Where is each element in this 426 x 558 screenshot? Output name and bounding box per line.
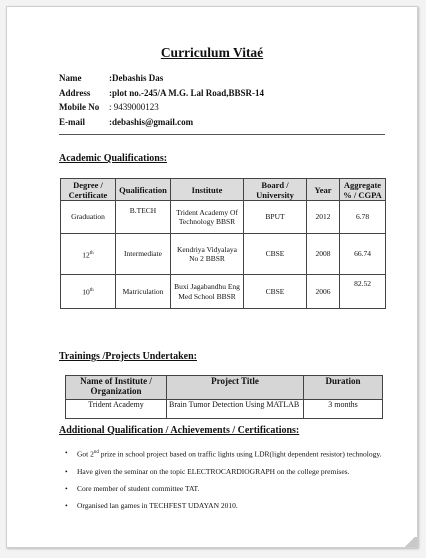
board-cell: CBSE bbox=[244, 275, 307, 309]
mobile-label: Mobile No bbox=[59, 102, 100, 112]
email-label: E-mail bbox=[59, 116, 85, 127]
list-item bbox=[65, 447, 395, 461]
qualification-cell: Intermediate bbox=[116, 234, 171, 275]
degree-suffix: th bbox=[89, 288, 94, 293]
bullet-icon: • bbox=[65, 500, 68, 510]
list-item-text: Core member of student committee TAT. bbox=[77, 483, 200, 493]
board-cell: BPUT bbox=[244, 201, 307, 234]
list-item-text: Organised lan games in TECHFEST UDAYAN 2010. bbox=[77, 500, 238, 510]
column-header: Name of Institute / Organization bbox=[66, 376, 167, 400]
degree-number: 10 bbox=[82, 287, 90, 297]
email-value: :debashis@gmail.com bbox=[109, 116, 194, 127]
address-label: Address bbox=[59, 87, 91, 98]
year-cell: 2006 bbox=[307, 275, 340, 309]
degree-suffix: th bbox=[89, 250, 94, 256]
list-item bbox=[65, 483, 395, 495]
column-header: Board / University bbox=[244, 179, 307, 201]
table-header-row bbox=[61, 179, 386, 201]
column-header: Aggregate % / CGPA bbox=[340, 179, 386, 201]
institute-cell: Trident Academy Of Technology BBSR bbox=[171, 201, 244, 234]
year-cell: 2008 bbox=[307, 234, 340, 275]
bullet-icon: • bbox=[65, 466, 68, 476]
institute-cell: Trident Academy bbox=[66, 400, 167, 419]
address-value: :plot no.-245/A M.G. Lal Road,BBSR-14 bbox=[109, 87, 265, 98]
table-row bbox=[61, 234, 386, 275]
institute-cell: Buxi Jagabandhu Eng Med School BBSR bbox=[171, 275, 244, 309]
project-cell: Brain Tumor Detection Using MATLAB bbox=[167, 400, 304, 419]
column-header: Duration bbox=[304, 376, 383, 400]
mobile-value: : 9439000123 bbox=[109, 102, 159, 112]
degree-number: 12 bbox=[82, 250, 90, 259]
mobile-row bbox=[59, 102, 264, 117]
degree-cell bbox=[61, 234, 116, 275]
aggregate-cell: 66.74 bbox=[340, 234, 386, 275]
page-title: Curriculum Vitaé bbox=[160, 45, 264, 60]
resume-page bbox=[6, 6, 418, 548]
text-superscript: nd bbox=[93, 450, 99, 455]
board-cell: CBSE bbox=[244, 234, 307, 275]
table-row bbox=[61, 201, 386, 234]
name-label: Name bbox=[59, 73, 82, 83]
degree-cell: Graduation bbox=[61, 201, 116, 234]
name-value: :Debashis Das bbox=[109, 73, 164, 83]
list-item-text bbox=[77, 447, 382, 461]
additional-heading: Additional Qualification / Achievements / Certifications: bbox=[59, 425, 300, 436]
personal-info bbox=[59, 73, 264, 131]
academic-heading: Academic Qualifications: bbox=[59, 153, 168, 164]
table-row bbox=[66, 400, 383, 419]
qualification-cell: Matriculation bbox=[116, 275, 171, 309]
divider bbox=[59, 134, 385, 135]
institute-cell: Kendriya Vidyalaya No 2 BBSR bbox=[171, 234, 244, 275]
trainings-table bbox=[65, 375, 383, 419]
address-row bbox=[59, 88, 264, 103]
list-item bbox=[65, 500, 395, 512]
academic-table bbox=[60, 178, 386, 309]
duration-cell: 3 months bbox=[304, 400, 383, 419]
degree-cell bbox=[61, 275, 116, 309]
qualification-cell: B.TECH bbox=[116, 201, 171, 234]
list-item bbox=[65, 466, 395, 478]
table-header-row bbox=[66, 376, 383, 400]
column-header: Degree / Certificate bbox=[61, 179, 116, 201]
list-item-text: Have given the seminar on the topic ELECTROCARDIOGRAPH on the college premises. bbox=[77, 466, 350, 476]
text-part: Got 2 bbox=[77, 449, 94, 459]
column-header: Institute bbox=[171, 179, 244, 201]
text-part: prize in school project based on traffic lights using LDR(light dependent resistor) technology. bbox=[98, 449, 382, 459]
name-row bbox=[59, 73, 264, 88]
aggregate-cell: 82.52 bbox=[340, 275, 386, 309]
email-row bbox=[59, 117, 264, 132]
table-row bbox=[61, 275, 386, 309]
page-fold-icon bbox=[403, 537, 417, 547]
column-header: Project Title bbox=[167, 376, 304, 400]
aggregate-cell: 6.78 bbox=[340, 201, 386, 234]
bullet-icon: • bbox=[65, 448, 68, 457]
year-cell: 2012 bbox=[307, 201, 340, 234]
trainings-heading: Trainings /Projects Undertaken: bbox=[59, 351, 197, 362]
column-header: Year bbox=[307, 179, 340, 201]
achievements-list bbox=[65, 447, 395, 517]
bullet-icon: • bbox=[65, 483, 68, 493]
column-header: Qualification bbox=[116, 179, 171, 201]
